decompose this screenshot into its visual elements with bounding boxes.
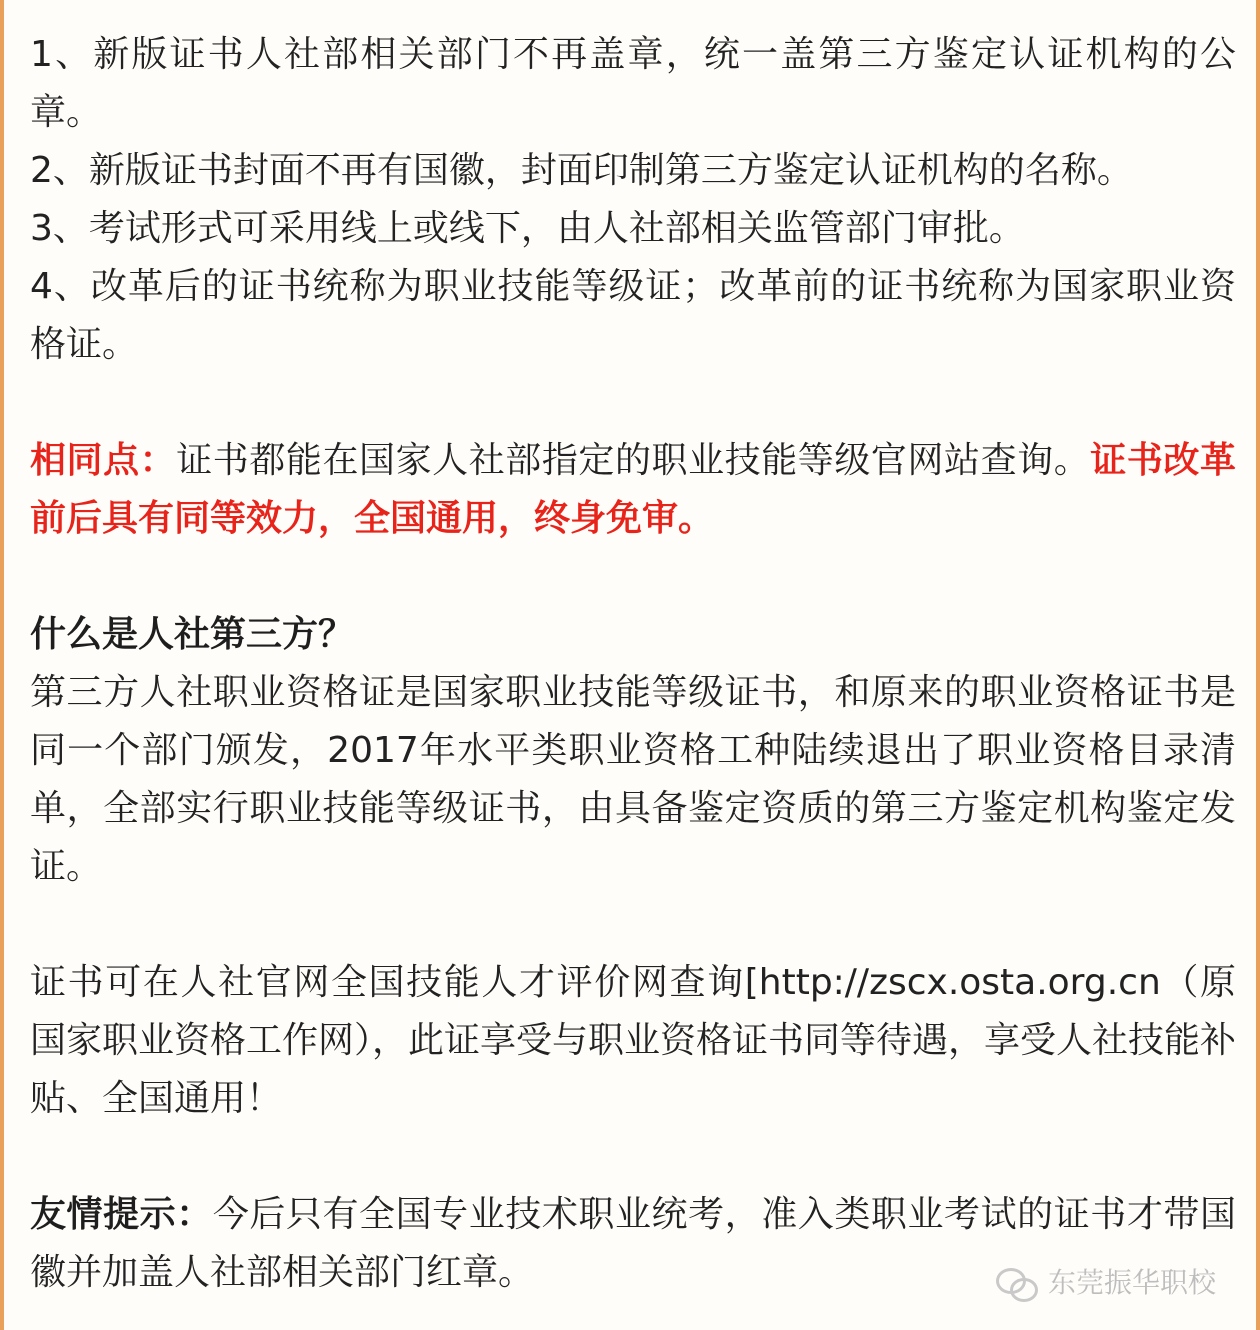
same-point-paragraph [30, 432, 1236, 548]
same-point-label: 相同点： [30, 440, 177, 481]
same-point-text: 证书都能在国家人社部指定的职业技能等级官网站查询。 [176, 440, 1091, 481]
query-paragraph: 证书可在人社官网全国技能人才评价网查询[http://zscx.osta.org.cn（原国家职业资格工作网），此证享受与职业资格证书同等待遇，享受人社技能补贴、全国通用！ [30, 962, 1237, 1119]
section-heading: 什么是人社第三方？ [30, 614, 355, 655]
spacer [30, 896, 1236, 954]
article-body [30, 26, 1236, 1302]
same-point-emphasis: 证书改革前后具有同等效力，全国通用，终身免审。 [30, 440, 1236, 539]
list-item-4: 4、改革后的证书统称为职业技能等级证；改革前的证书统称为国家职业资格证。 [30, 266, 1236, 365]
list-item-1: 1、新版证书人社部相关部门不再盖章，统一盖第三方鉴定认证机构的公章。 [30, 34, 1236, 133]
watermark-text: 东莞振华职校 [1047, 1266, 1216, 1299]
watermark [996, 1266, 1216, 1300]
list-item-3: 3、考试形式可采用线上或线下，由人社部相关监管部门审批。 [30, 208, 1025, 249]
spacer [30, 548, 1236, 606]
third-party-paragraph: 第三方人社职业资格证是国家职业技能等级证书，和原来的职业资格证书是同一个部门颁发，2017年水平类职业资格工种陆续退出了职业资格目录清单，全部实行职业技能等级证书，由具备鉴定资质的第三方鉴定机构鉴定发证。 [30, 672, 1236, 887]
tip-label: 友情提示： [30, 1194, 213, 1235]
wechat-icon [996, 1266, 1038, 1300]
spacer [30, 1128, 1236, 1186]
spacer [30, 374, 1236, 432]
list-item-2: 2、新版证书封面不再有国徽，封面印制第三方鉴定认证机构的名称。 [30, 150, 1133, 191]
tip-text: 今后只有全国专业技术职业统考，准入类职业考试的证书才带国徽并加盖人社部相关部门红章。 [30, 1194, 1236, 1293]
